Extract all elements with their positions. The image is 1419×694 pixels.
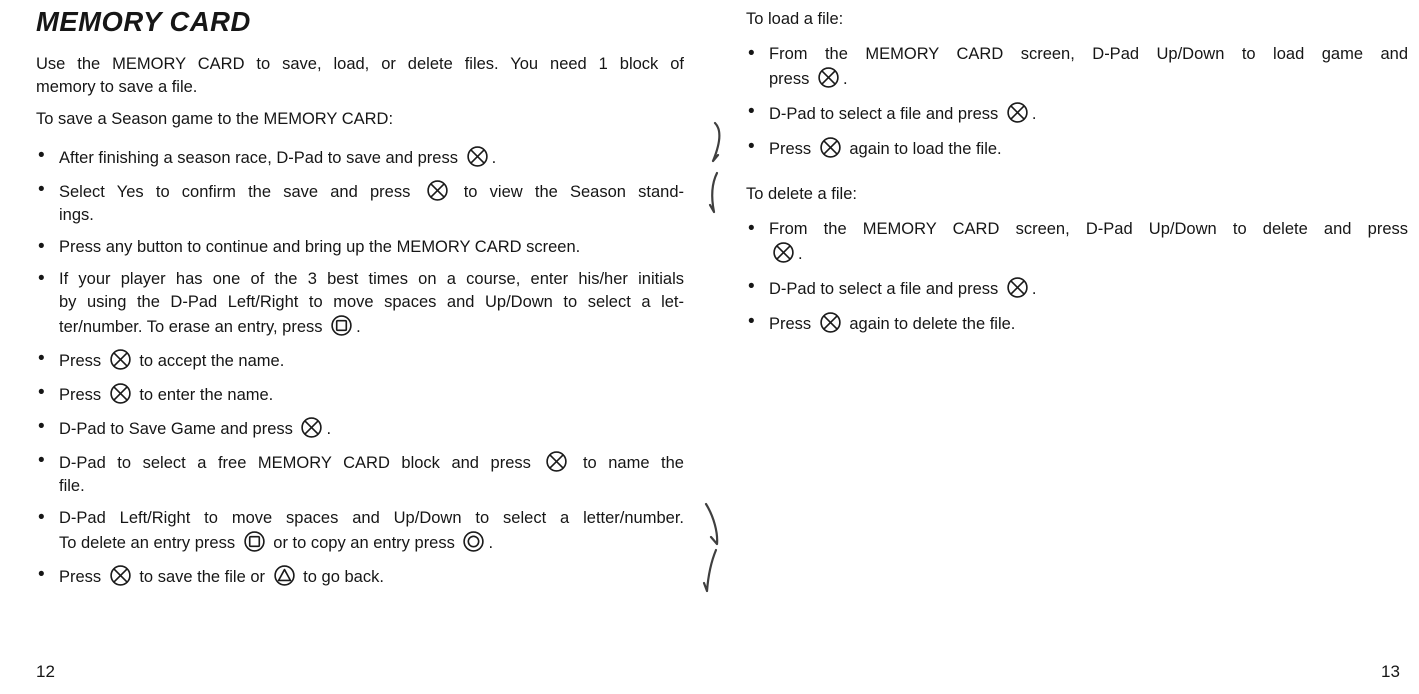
text-line: • From the MEMORY CARD screen, D-Pad Up/Down to delete and press [769,220,1408,238]
text-line: • D-Pad to Save Game and press . [59,416,684,441]
page-number-right: 13 [1381,662,1400,681]
delete-section-heading: To delete a file: [746,185,857,203]
list-item [746,43,1408,91]
cross-button-icon [819,136,842,159]
text-line: ings. [59,206,94,224]
list-item [746,218,1408,266]
list-item [36,416,684,441]
save-section-heading: To save a Season game to the MEMORY CARD: [36,110,394,128]
cross-button-icon [109,564,132,587]
cross-button-icon [426,179,449,202]
cross-button-icon [819,311,842,334]
text-line: • D-Pad to select a file and press . [769,101,1408,126]
save-steps-list [36,145,684,589]
list-item [746,311,1408,336]
text-line: To delete an entry press or to copy an entry press . [59,530,684,555]
text-line: • D-Pad to select a free MEMORY CARD block and press to name the [59,450,684,475]
cross-button-icon [466,145,489,168]
triangle-button-icon [273,564,296,587]
intro-paragraph [36,53,684,99]
text-line: • Press to save the file or to go back. [59,564,684,589]
list-item [36,145,684,170]
text-line: • After finishing a season race, D-Pad to save and press . [59,145,684,170]
cross-button-icon [1006,101,1029,124]
cross-button-icon [545,450,568,473]
text-line: ter/number. To erase an entry, press . [59,314,684,339]
list-item [36,382,684,407]
scan-artifact-mark-bottom [697,500,727,596]
load-section-heading: To load a file: [746,10,844,28]
text-line: • Press again to load the file. [769,136,1408,161]
list-item [36,268,684,339]
manual-page-right [746,8,1408,346]
page-title: MEMORY CARD [36,6,251,37]
circle-button-icon [462,530,485,553]
text-line: • D-Pad to select a file and press . [769,276,1408,301]
text-line: • From the MEMORY CARD screen, D-Pad Up/Down to load game and [769,45,1408,63]
square-button-icon [243,530,266,553]
text-line: • Select Yes to confirm the save and press to view the Season stand- [59,179,684,204]
delete-steps-list [746,218,1408,336]
list-item [36,348,684,373]
text-line: • Press to enter the name. [59,382,684,407]
list-item [36,236,684,259]
text-line: • D-Pad Left/Right to move spaces and Up/Down to select a letter/number. [59,509,684,527]
text-line: memory to save a file. [36,78,198,96]
cross-button-icon [300,416,323,439]
scan-artifact-mark-top [701,118,727,218]
list-item [36,507,684,555]
list-item [746,136,1408,161]
delete-section [746,183,1408,336]
page-number-left: 12 [36,662,55,681]
text-line: Use the MEMORY CARD to save, load, or delete files. You need 1 block of [36,55,684,73]
text-line: • If your player has one of the 3 best times on a course, enter his/her initials [59,270,684,288]
list-item [36,450,684,498]
text-line: • Press again to delete the file. [769,311,1408,336]
text-line: press . [769,66,1408,91]
text-line: file. [59,477,85,495]
cross-button-icon [817,66,840,89]
list-item [36,564,684,589]
list-item [746,101,1408,126]
list-item [746,276,1408,301]
cross-button-icon [772,241,795,264]
text-line: • Press to accept the name. [59,348,684,373]
cross-button-icon [1006,276,1029,299]
load-steps-list [746,43,1408,161]
list-item [36,179,684,227]
square-button-icon [330,314,353,337]
text-line: . [769,241,1408,266]
text-line: by using the D-Pad Left/Right to move spaces and Up/Down to select a let- [59,293,684,311]
cross-button-icon [109,382,132,405]
text-line: • Press any button to continue and bring up the MEMORY CARD screen. [59,238,581,256]
cross-button-icon [109,348,132,371]
manual-page-left [36,6,684,598]
